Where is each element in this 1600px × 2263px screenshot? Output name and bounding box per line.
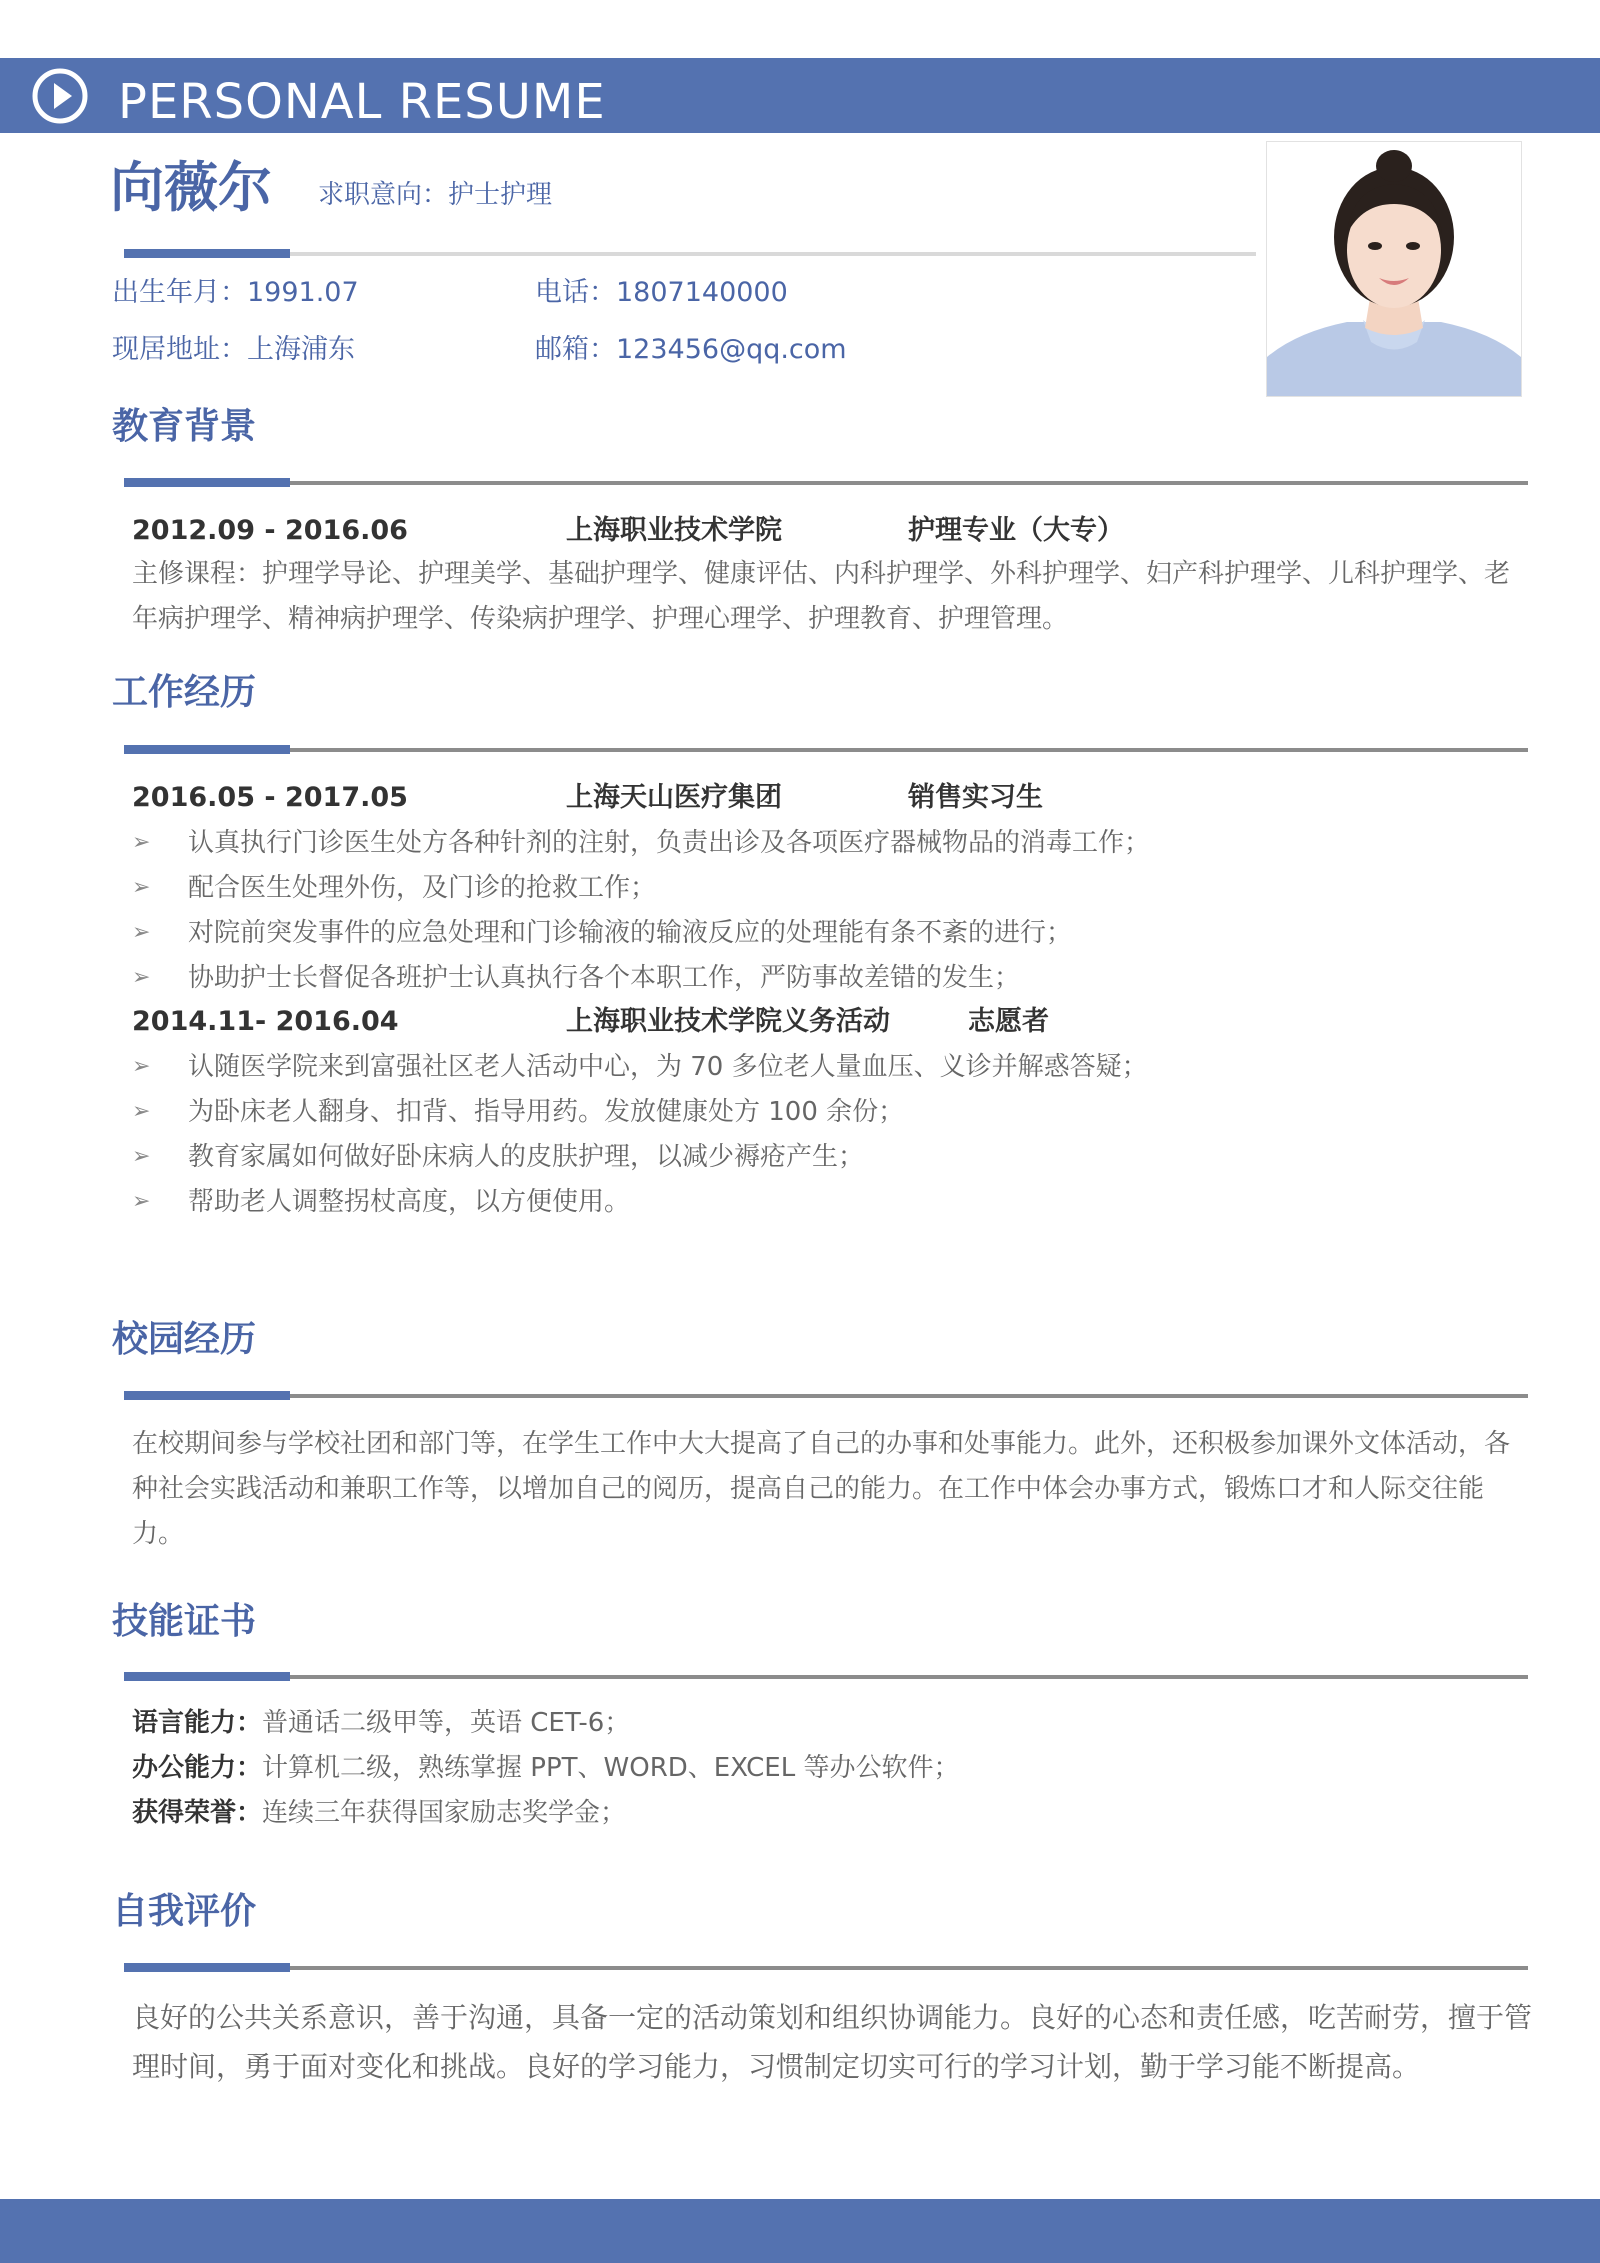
skill-label: 语言能力： bbox=[132, 1708, 263, 1738]
section-rule bbox=[124, 1394, 1528, 1398]
skill-value: 计算机二级，熟练掌握 PPT、WORD、EXCEL 等办公软件； bbox=[262, 1753, 960, 1783]
section-rule bbox=[124, 481, 1528, 485]
phone-number: 电话：1807140000 bbox=[535, 277, 788, 308]
list-item-text: 为卧床老人翻身、扣背、指导用药。发放健康处方 100 余份； bbox=[188, 1097, 905, 1127]
birth-date: 出生年月：1991.07 bbox=[112, 277, 359, 308]
play-circle-icon bbox=[30, 66, 90, 126]
section-title-work: 工作经历 bbox=[112, 672, 257, 713]
section-rule-accent bbox=[124, 745, 290, 754]
arrow-bullet-icon: ➢ bbox=[132, 875, 151, 900]
skill-item bbox=[132, 1750, 959, 1786]
list-item-text: 配合医生处理外伤，及门诊的抢救工作； bbox=[188, 873, 657, 903]
section-rule-accent bbox=[124, 1963, 290, 1972]
section-title-campus: 校园经历 bbox=[112, 1319, 257, 1360]
job-organization: 上海天山医疗集团 bbox=[566, 782, 782, 813]
education-courses: 主修课程：护理学导论、护理美学、基础护理学、健康评估、内科护理学、外科护理学、妇产科护理学、儿科护理学、老年病护理学、精神病护理学、传染病护理学、护理心理学、护理教育、护理管理。 bbox=[132, 559, 1511, 634]
portrait-illustration bbox=[1267, 142, 1521, 396]
job-intent: 求职意向：护士护理 bbox=[318, 180, 553, 210]
list-item-text: 教育家属如何做好卧床病人的皮肤护理，以减少褥疮产生； bbox=[188, 1142, 865, 1172]
header-divider-accent bbox=[124, 249, 290, 258]
footer-banner bbox=[0, 2199, 1600, 2263]
home-address: 现居地址：上海浦东 bbox=[112, 334, 355, 365]
section-rule bbox=[124, 748, 1528, 752]
job-date: 2016.05 - 2017.05 bbox=[132, 782, 408, 813]
education-major: 护理专业（大专） bbox=[908, 515, 1124, 546]
skill-label: 办公能力： bbox=[132, 1753, 263, 1783]
section-title-self-evaluation: 自我评价 bbox=[112, 1891, 257, 1932]
education-school: 上海职业技术学院 bbox=[566, 515, 782, 546]
job-organization: 上海职业技术学院义务活动 bbox=[566, 1006, 890, 1037]
self-evaluation-text: 良好的公共关系意识，善于沟通，具备一定的活动策划和组织协调能力。良好的心态和责任感，吃苦耐劳，擅于管理时间，勇于面对变化和挑战。良好的学习能力，习惯制定切实可行的学习计划，勤于学习能不断提高。 bbox=[132, 2001, 1533, 2083]
job-date: 2014.11- 2016.04 bbox=[132, 1006, 399, 1037]
section-rule-accent bbox=[124, 1672, 290, 1681]
section-title-skills: 技能证书 bbox=[112, 1601, 257, 1642]
arrow-bullet-icon: ➢ bbox=[132, 830, 151, 855]
section-rule bbox=[124, 1675, 1528, 1679]
list-item-text: 协助护士长督促各班护士认真执行各个本职工作，严防事故差错的发生； bbox=[188, 963, 1021, 993]
job-role: 志愿者 bbox=[968, 1006, 1049, 1037]
skill-value: 普通话二级甲等，英语 CET-6； bbox=[262, 1708, 631, 1738]
section-rule-accent bbox=[124, 478, 290, 487]
arrow-bullet-icon: ➢ bbox=[132, 965, 151, 990]
arrow-bullet-icon: ➢ bbox=[132, 920, 151, 945]
arrow-bullet-icon: ➢ bbox=[132, 1144, 151, 1169]
candidate-name: 向薇尔 bbox=[110, 156, 272, 219]
arrow-bullet-icon: ➢ bbox=[132, 1189, 151, 1214]
skill-value: 连续三年获得国家励志奖学金； bbox=[262, 1798, 627, 1828]
section-title-education: 教育背景 bbox=[112, 406, 257, 447]
arrow-bullet-icon: ➢ bbox=[132, 1099, 151, 1124]
skill-label: 获得荣誉： bbox=[132, 1798, 263, 1828]
section-rule-accent bbox=[124, 1391, 290, 1400]
header-divider bbox=[290, 252, 1256, 256]
skill-item bbox=[132, 1705, 630, 1741]
list-item-text: 认真执行门诊医生处方各种针剂的注射，负责出诊及各项医疗器械物品的消毒工作； bbox=[188, 828, 1151, 858]
arrow-bullet-icon: ➢ bbox=[132, 1054, 151, 1079]
job-role: 销售实习生 bbox=[908, 782, 1043, 813]
list-item-text: 认随医学院来到富强社区老人活动中心，为 70 多位老人量血压、义诊并解惑答疑； bbox=[188, 1052, 1148, 1082]
banner-title: PERSONAL RESUME bbox=[118, 74, 606, 130]
email-address: 邮箱：123456@qq.com bbox=[535, 334, 847, 365]
profile-photo bbox=[1266, 141, 1522, 397]
list-item-text: 对院前突发事件的应急处理和门诊输液的输液反应的处理能有条不紊的进行； bbox=[188, 918, 1073, 948]
campus-description: 在校期间参与学校社团和部门等，在学生工作中大大提高了自己的办事和处事能力。此外，还积极参加课外文体活动，各种社会实践活动和兼职工作等，以增加自己的阅历，提高自己的能力。在工作中体会办事方式，锻炼口才和人际交往能力。 bbox=[132, 1429, 1511, 1549]
list-item-text: 帮助老人调整拐杖高度，以方便使用。 bbox=[188, 1187, 631, 1217]
section-rule bbox=[124, 1966, 1528, 1970]
skill-item bbox=[132, 1795, 626, 1831]
education-date: 2012.09 - 2016.06 bbox=[132, 515, 408, 546]
